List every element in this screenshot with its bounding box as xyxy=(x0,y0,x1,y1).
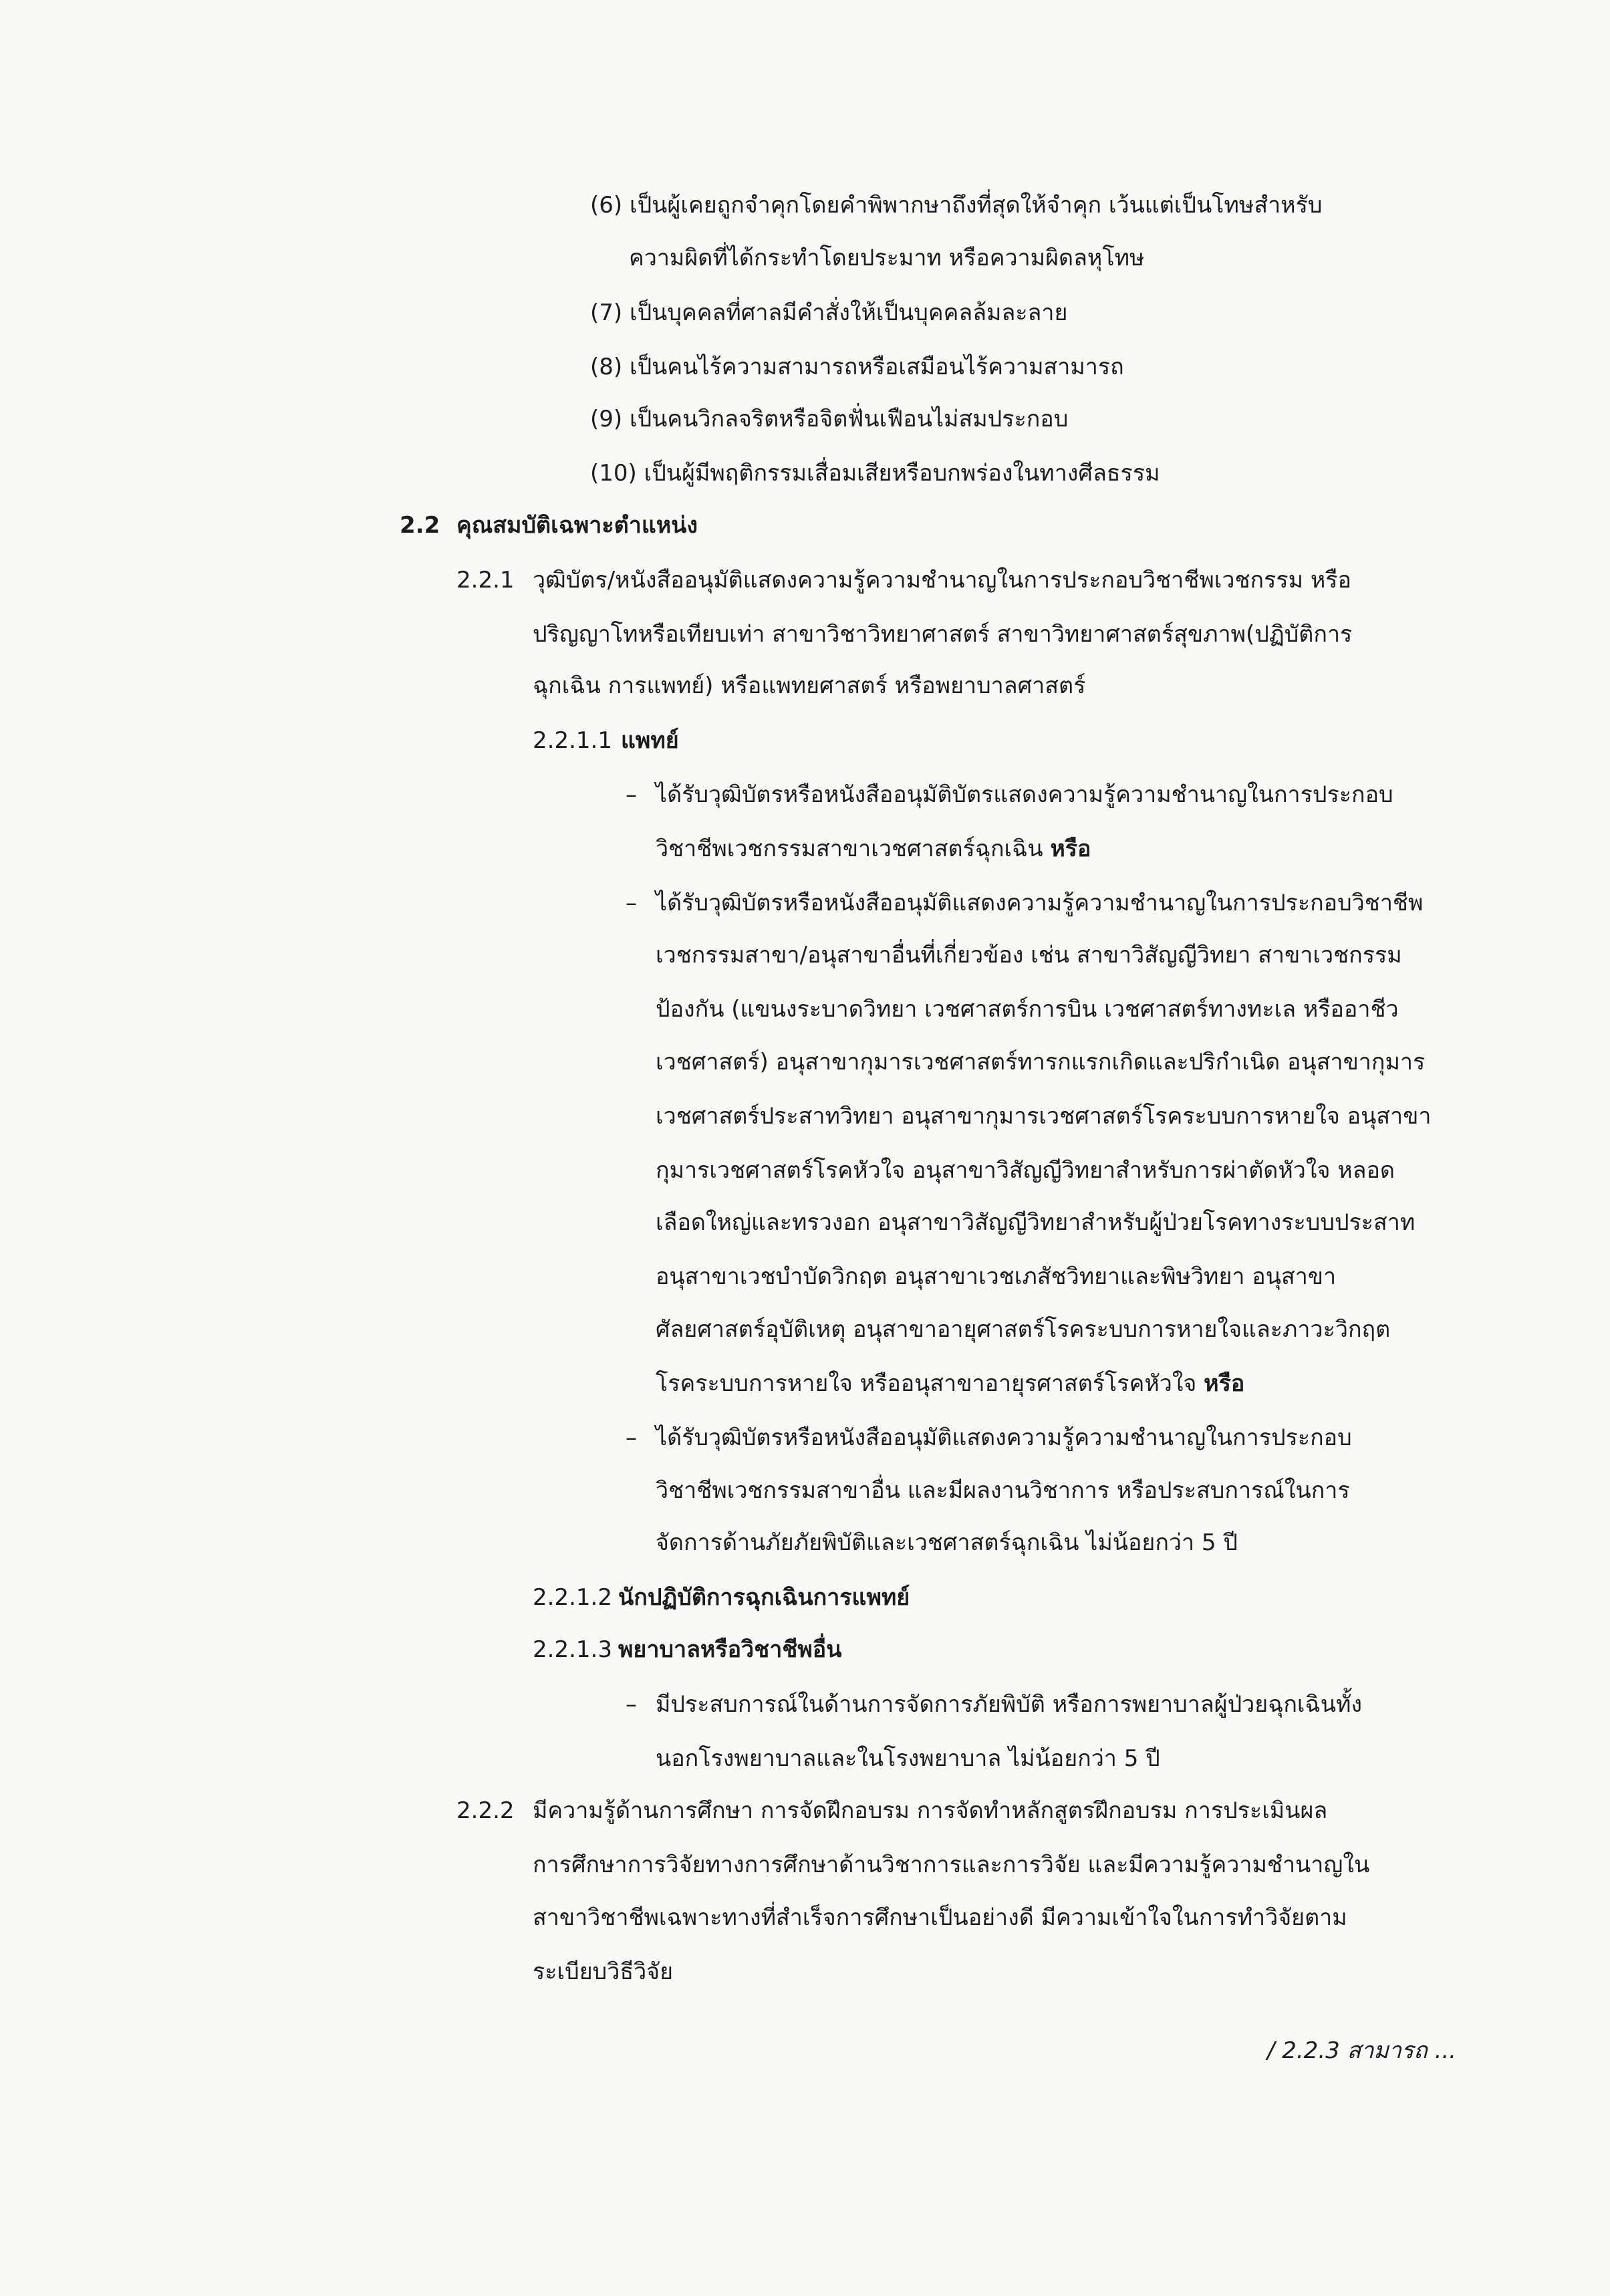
section-2-2-2-line-2: การศึกษาการวิจัยทางการศึกษาด้านวิชาการและการวิจัย และมีความรู้ความชำนาญใน xyxy=(533,1852,1370,1878)
physician-bullet-2-line-5: เวชศาสตร์ประสาทวิทยา อนุสาขากุมารเวชศาสตร์โรคระบบการหายใจ อนุสาขา xyxy=(656,1103,1432,1130)
page-continuation: / 2.2.3 สามารถ ... xyxy=(1266,2037,1456,2064)
nurse-bullet-line-1: มีประสบการณ์ในด้านการจัดการภัยพิบัติ หรือการพยาบาลผู้ป่วยฉุกเฉินทั้ง xyxy=(656,1691,1362,1718)
section-2-2-1-line-3: ฉุกเฉิน การแพทย์) หรือแพทยศาสตร์ หรือพยาบาลศาสตร์ xyxy=(533,672,1086,699)
list-item-8: (8) เป็นคนไร้ความสามารถหรือเสมือนไร้ความสามารถ xyxy=(590,354,1124,380)
section-2-2-1-number: 2.2.1 xyxy=(456,567,515,594)
section-2-2-2-line-3: สาขาวิชาชีพเฉพาะทางที่สำเร็จการศึกษาเป็นอย่างดี มีความเข้าใจในการทำวิจัยตาม xyxy=(533,1904,1347,1931)
physician-bullet-1-text: วิชาชีพเวชกรรมสาขาเวชศาสตร์ฉุกเฉิน xyxy=(656,836,1043,862)
physician-bullet-2-line-9: ศัลยศาสตร์อุบัติเหตุ อนุสาขาอายุศาสตร์โรคระบบการหายใจและภาวะวิกฤต xyxy=(656,1316,1391,1343)
section-2-2-1-1-number: 2.2.1.1 xyxy=(533,727,612,754)
list-item-9: (9) เป็นคนวิกลจริตหรือจิตฟั่นเฟือนไม่สมประกอบ xyxy=(590,406,1069,432)
physician-bullet-2-text: โรคระบบการหายใจ หรืออนุสาขาอายุรศาสตร์โรคหัวใจ xyxy=(656,1370,1197,1397)
physician-bullet-3-line-1: ได้รับวุฒิบัตรหรือหนังสืออนุมัติแสดงความรู้ความชำนาญในการประกอบ xyxy=(656,1424,1352,1451)
section-2-2-2-line-1: มีความรู้ด้านการศึกษา การจัดฝึกอบรม การจัดทำหลักสูตรฝึกอบรม การประเมินผล xyxy=(533,1797,1328,1824)
physician-bullet-3-line-3: จัดการด้านภัยภัยพิบัติและเวชศาสตร์ฉุกเฉิน ไม่น้อยกว่า 5 ปี xyxy=(656,1529,1238,1556)
section-2-2-2-line-4: ระเบียบวิธีวิจัย xyxy=(533,1958,674,1985)
section-2-2-1-line-2: ปริญญาโทหรือเทียบเท่า สาขาวิชาวิทยาศาสตร์ สาขาวิทยาศาสตร์สุขภาพ(ปฏิบัติการ xyxy=(533,621,1353,648)
physician-bullet-2-line-6: กุมารเวชศาสตร์โรคหัวใจ อนุสาขาวิสัญญีวิทยาสำหรับการผ่าตัดหัวใจ หลอด xyxy=(656,1157,1395,1184)
section-2-2-1-3-number: 2.2.1.3 xyxy=(533,1636,612,1663)
bullet-dash: – xyxy=(626,1691,637,1718)
section-2-2-1-1-title: แพทย์ xyxy=(621,727,679,754)
physician-bullet-2-line-10 xyxy=(656,1369,1244,1398)
list-item-10: (10) เป็นผู้มีพฤติกรรมเสื่อมเสียหรือบกพร่องในทางศีลธรรม xyxy=(590,460,1160,487)
section-2-2-1-line-1: วุฒิบัตร/หนังสืออนุมัติแสดงความรู้ความชำนาญในการประกอบวิชาชีพเวชกรรม หรือ xyxy=(533,567,1351,594)
physician-bullet-3-line-2: วิชาชีพเวชกรรมสาขาอื่น และมีผลงานวิชาการ หรือประสบการณ์ในการ xyxy=(656,1477,1350,1504)
bullet-dash: – xyxy=(626,781,637,808)
list-item-6-line-1: (6) เป็นผู้เคยถูกจำคุกโดยคำพิพากษาถึงที่สุดให้จำคุก เว้นแต่เป็นโทษสำหรับ xyxy=(590,192,1323,219)
section-2-2-1-2-number: 2.2.1.2 xyxy=(533,1584,612,1611)
bullet-dash: – xyxy=(626,1424,637,1451)
physician-bullet-1-line-2 xyxy=(656,834,1091,864)
bullet-dash: – xyxy=(626,890,637,916)
list-item-6-line-2: ความผิดที่ได้กระทำโดยประมาท หรือความผิดลหุโทษ xyxy=(629,245,1145,271)
physician-bullet-2-line-3: ป้องกัน (แขนงระบาดวิทยา เวชศาสตร์การบิน เวชศาสตร์ทางทะเล หรืออาชีว xyxy=(656,996,1399,1023)
physician-bullet-2-line-2: เวชกรรมสาขา/อนุสาขาอื่นที่เกี่ยวข้อง เช่น สาขาวิสัญญีวิทยา สาขาเวชกรรม xyxy=(656,942,1402,969)
section-2-2-1-2-title: นักปฏิบัติการฉุกเฉินการแพทย์ xyxy=(618,1584,910,1611)
section-2-2-1-3-title: พยาบาลหรือวิชาชีพอื่น xyxy=(618,1636,842,1663)
section-2-2-number: 2.2 xyxy=(400,512,440,539)
nurse-bullet-line-2: นอกโรงพยาบาลและในโรงพยาบาล ไม่น้อยกว่า 5 ปี xyxy=(656,1745,1160,1772)
physician-bullet-2-line-8: อนุสาขาเวชบำบัดวิกฤต อนุสาขาเวชเภสัชวิทยาและพิษวิทยา อนุสาขา xyxy=(656,1263,1337,1290)
or-keyword: หรือ xyxy=(1050,836,1091,862)
or-keyword: หรือ xyxy=(1204,1370,1245,1397)
physician-bullet-2-line-1: ได้รับวุฒิบัตรหรือหนังสืออนุมัติแสดงความรู้ความชำนาญในการประกอบวิชาชีพ xyxy=(656,890,1424,916)
section-2-2-title: คุณสมบัติเฉพาะตำแหน่ง xyxy=(456,512,698,539)
list-item-7: (7) เป็นบุคคลที่ศาลมีคำสั่งให้เป็นบุคคลล้มละลาย xyxy=(590,299,1068,326)
section-2-2-2-number: 2.2.2 xyxy=(456,1797,515,1824)
physician-bullet-1-line-1: ได้รับวุฒิบัตรหรือหนังสืออนุมัติบัตรแสดงความรู้ความชำนาญในการประกอบ xyxy=(656,781,1393,808)
physician-bullet-2-line-7: เลือดใหญ่และทรวงอก อนุสาขาวิสัญญีวิทยาสำหรับผู้ป่วยโรคทางระบบประสาท xyxy=(656,1209,1416,1236)
physician-bullet-2-line-4: เวชศาสตร์) อนุสาขากุมารเวชศาสตร์ทารกแรกเกิดและปริกำเนิด อนุสาขากุมาร xyxy=(656,1049,1426,1075)
